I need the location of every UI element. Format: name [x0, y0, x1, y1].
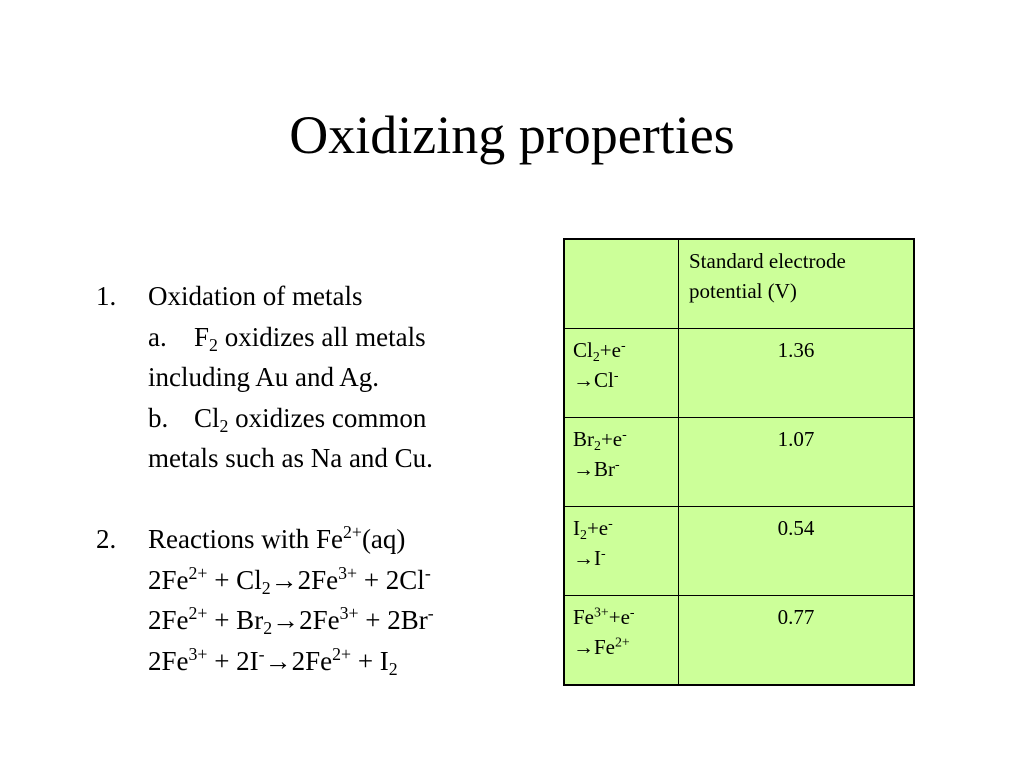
- list-item-2: [96, 519, 556, 560]
- superscript: 2+: [615, 634, 630, 650]
- slide-title: Oxidizing properties: [289, 105, 735, 165]
- spacer: [96, 479, 556, 520]
- superscript: -: [601, 545, 606, 561]
- sub-item-b: [96, 398, 556, 439]
- equation: [96, 600, 556, 641]
- text-run: I: [573, 516, 580, 540]
- text-run: →Cl: [573, 368, 614, 392]
- half-reaction-cell: [564, 329, 679, 418]
- text-run: Cl: [573, 338, 593, 362]
- table-row: [564, 418, 914, 507]
- text-run: +e: [586, 516, 609, 540]
- text-run: + I: [351, 645, 389, 676]
- superscript: 3+: [338, 562, 358, 583]
- text-run: + Br: [207, 605, 264, 635]
- superscript: 2+: [188, 562, 208, 583]
- superscript: -: [258, 643, 265, 664]
- subscript: 2: [592, 348, 600, 364]
- list-item-1: [96, 276, 556, 317]
- subscript: 2: [388, 658, 398, 679]
- superscript: -: [613, 367, 619, 383]
- sub-item-b-cont: metals such as Na and Cu.: [148, 443, 433, 473]
- subscript: 2: [261, 577, 271, 598]
- list-number: 2.: [96, 524, 117, 554]
- superscript: 3+: [339, 603, 359, 624]
- superscript: 3+: [594, 604, 609, 620]
- potential-value: 0.77: [679, 596, 915, 686]
- potential-value: 1.07: [679, 418, 915, 507]
- text-run: Reactions with Fe: [148, 524, 343, 554]
- superscript: 2+: [342, 522, 362, 543]
- table-corner-cell: [564, 239, 679, 329]
- superscript: 3+: [188, 643, 208, 664]
- text-run: Fe: [573, 605, 594, 629]
- list-heading: Oxidation of metals: [148, 281, 363, 311]
- superscript: 2+: [188, 603, 208, 624]
- body-text: [96, 276, 556, 681]
- table-row: [564, 596, 914, 686]
- superscript: -: [629, 604, 635, 620]
- sub-label: a.: [148, 321, 167, 352]
- superscript: 2+: [332, 643, 352, 664]
- table-header-cell: Standard electrode potential (V): [679, 239, 915, 329]
- text-run: oxidizes common: [228, 402, 427, 433]
- subscript: 2: [263, 617, 273, 638]
- superscript: -: [608, 515, 613, 531]
- text-run: 2Fe: [148, 605, 189, 635]
- text-run: 2Fe: [148, 564, 189, 595]
- text-run: →2Fe: [264, 645, 333, 676]
- text-run: + 2Br: [358, 605, 428, 635]
- equation: [96, 641, 556, 682]
- half-reaction-cell: [564, 596, 679, 686]
- list-number: 1.: [96, 281, 117, 311]
- half-reaction-cell: [564, 418, 679, 507]
- half-reaction-cell: [564, 507, 679, 596]
- superscript: -: [615, 456, 620, 472]
- text-run: + 2I: [207, 645, 259, 676]
- superscript: -: [620, 337, 626, 353]
- text-run: (aq): [361, 524, 406, 554]
- subscript: 2: [580, 526, 587, 542]
- electrode-potential-table: [563, 238, 915, 686]
- text-run: oxidizes all metals: [217, 321, 426, 352]
- superscript: -: [424, 562, 431, 583]
- text-run: Br: [573, 427, 594, 451]
- table-row: [564, 507, 914, 596]
- subscript: 2: [219, 415, 229, 436]
- sub-item-a: [96, 317, 556, 358]
- sub-label: b.: [148, 402, 169, 433]
- text-run: F: [194, 321, 210, 352]
- text-run: →2Fe: [272, 605, 340, 635]
- text-run: +e: [599, 338, 621, 362]
- text-run: →Fe: [573, 635, 615, 659]
- subscript: 2: [209, 334, 218, 355]
- potential-value: 0.54: [679, 507, 915, 596]
- text-run: + Cl: [207, 564, 262, 595]
- text-run: +e: [608, 605, 630, 629]
- text-run: + 2Cl: [357, 564, 425, 595]
- text-run: →I: [573, 546, 601, 570]
- potential-value: 1.36: [679, 329, 915, 418]
- text-run: →2Fe: [270, 564, 339, 595]
- sub-item-a-cont: including Au and Ag.: [148, 362, 379, 392]
- table-row: [564, 329, 914, 418]
- superscript: -: [427, 603, 434, 624]
- text-run: Cl: [194, 402, 220, 433]
- subscript: 2: [594, 437, 601, 453]
- superscript: -: [622, 426, 627, 442]
- equation: [96, 560, 556, 601]
- text-run: 2Fe: [148, 645, 189, 676]
- table-header-row: [564, 239, 914, 329]
- text-run: +e: [600, 427, 623, 451]
- text-run: →Br: [573, 457, 615, 481]
